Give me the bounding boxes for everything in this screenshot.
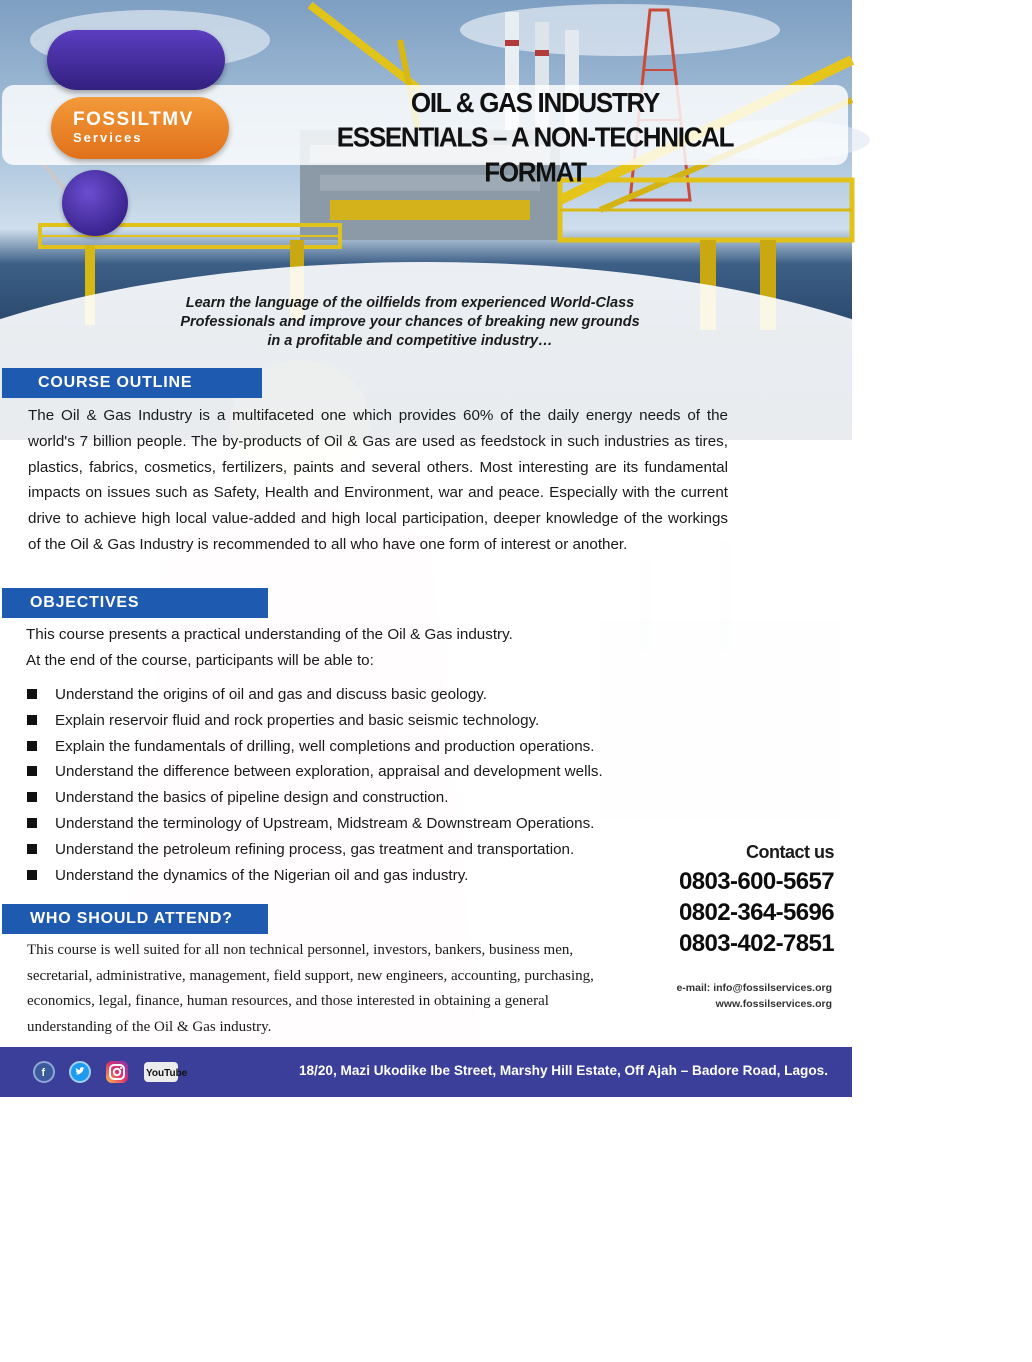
objective-item: Understand the petroleum refining process, gas treatment and transportation. bbox=[26, 837, 603, 863]
course-outline-text: The Oil & Gas Industry is a multifaceted one which provides 60% of the daily energy needs of the world's 7 billion people. The by-products of Oil & Gas are used as feedstock in such industries as tires, plastics, fabrics, cosmetics, fertilizers, paints and several others. Most interesting are its fundamental impacts on issues such as Safety, Health and Environment, war and peace. Especially with the current drive to achieve high local value-added and high local participation, deeper knowledge of the workings of the Oil & Gas Industry is recommended to all who have one form of interest or another. bbox=[28, 407, 728, 553]
youtube-label: YouTube bbox=[146, 1068, 188, 1079]
objectives-intro bbox=[26, 622, 513, 674]
objectives-list bbox=[26, 682, 603, 888]
footer-address: 18/20, Mazi Ukodike Ibe Street, Marshy Hill Estate, Off Ajah – Badore Road, Lagos. bbox=[298, 1063, 828, 1078]
objective-item: Understand the terminology of Upstream, Midstream & Downstream Operations. bbox=[26, 811, 603, 837]
brand-logo bbox=[51, 97, 229, 159]
objective-item: Understand the difference between exploration, appraisal and development wells. bbox=[26, 759, 603, 785]
phone-number[interactable]: 0802-364-5696 bbox=[678, 899, 834, 926]
objective-item: Understand the origins of oil and gas and discuss basic geology. bbox=[26, 682, 603, 708]
footer-bar bbox=[0, 1047, 852, 1097]
brand-name: FOSSILTMV bbox=[73, 109, 194, 130]
phone-number[interactable]: 0803-600-5657 bbox=[678, 868, 834, 895]
brand-subtitle: Services bbox=[73, 130, 143, 145]
phone-number[interactable]: 0803-402-7851 bbox=[678, 930, 834, 957]
page-title bbox=[300, 85, 770, 189]
svg-text:f: f bbox=[41, 1067, 46, 1080]
objective-item: Understand the dynamics of the Nigerian oil and gas industry. bbox=[26, 863, 603, 889]
decorative-pill bbox=[47, 30, 225, 90]
who-should-attend-heading: WHO SHOULD ATTEND? bbox=[2, 904, 268, 934]
twitter-icon[interactable] bbox=[69, 1061, 91, 1083]
contact-title: Contact us bbox=[745, 842, 834, 862]
objective-item: Explain reservoir fluid and rock properties and basic seismic technology. bbox=[26, 708, 603, 734]
title-line-2: ESSENTIALS – A NON-TECHNICAL FORMAT bbox=[336, 120, 734, 188]
facebook-icon[interactable] bbox=[33, 1061, 55, 1083]
objectives-intro-line-1: This course presents a practical understanding of the Oil & Gas industry. bbox=[26, 626, 513, 643]
objectives-heading: OBJECTIVES bbox=[2, 588, 268, 618]
title-line-1: OIL & GAS INDUSTRY bbox=[410, 86, 660, 119]
objective-item: Understand the basics of pipeline design and construction. bbox=[26, 785, 603, 811]
objectives-intro-line-2: At the end of the course, participants will be able to: bbox=[26, 652, 374, 669]
email-link[interactable]: e-mail: info@fossilservices.org bbox=[676, 982, 832, 994]
objective-item: Explain the fundamentals of drilling, well completions and production operations. bbox=[26, 734, 603, 760]
instagram-icon[interactable] bbox=[106, 1061, 128, 1083]
website-link[interactable]: www.fossilservices.org bbox=[715, 998, 832, 1010]
who-should-attend-text: This course is well suited for all non technical personnel, investors, bankers, business men, secretarial, administrative, management, field support, new engineers, accounting, purchasing, economics, legal, finance, human resources, and those interested in obtaining a general understanding of the Oil & Gas industry. bbox=[27, 942, 594, 1035]
contact-links bbox=[620, 980, 832, 1012]
course-outline-heading: COURSE OUTLINE bbox=[2, 368, 262, 398]
decorative-circle bbox=[62, 170, 128, 236]
youtube-icon[interactable] bbox=[144, 1062, 188, 1082]
tagline: Learn the language of the oilfields from experienced World-Class Professionals and improve your chances of breaking new grounds in a profitable and competitive industry… bbox=[180, 295, 640, 349]
phone-list bbox=[660, 866, 834, 959]
